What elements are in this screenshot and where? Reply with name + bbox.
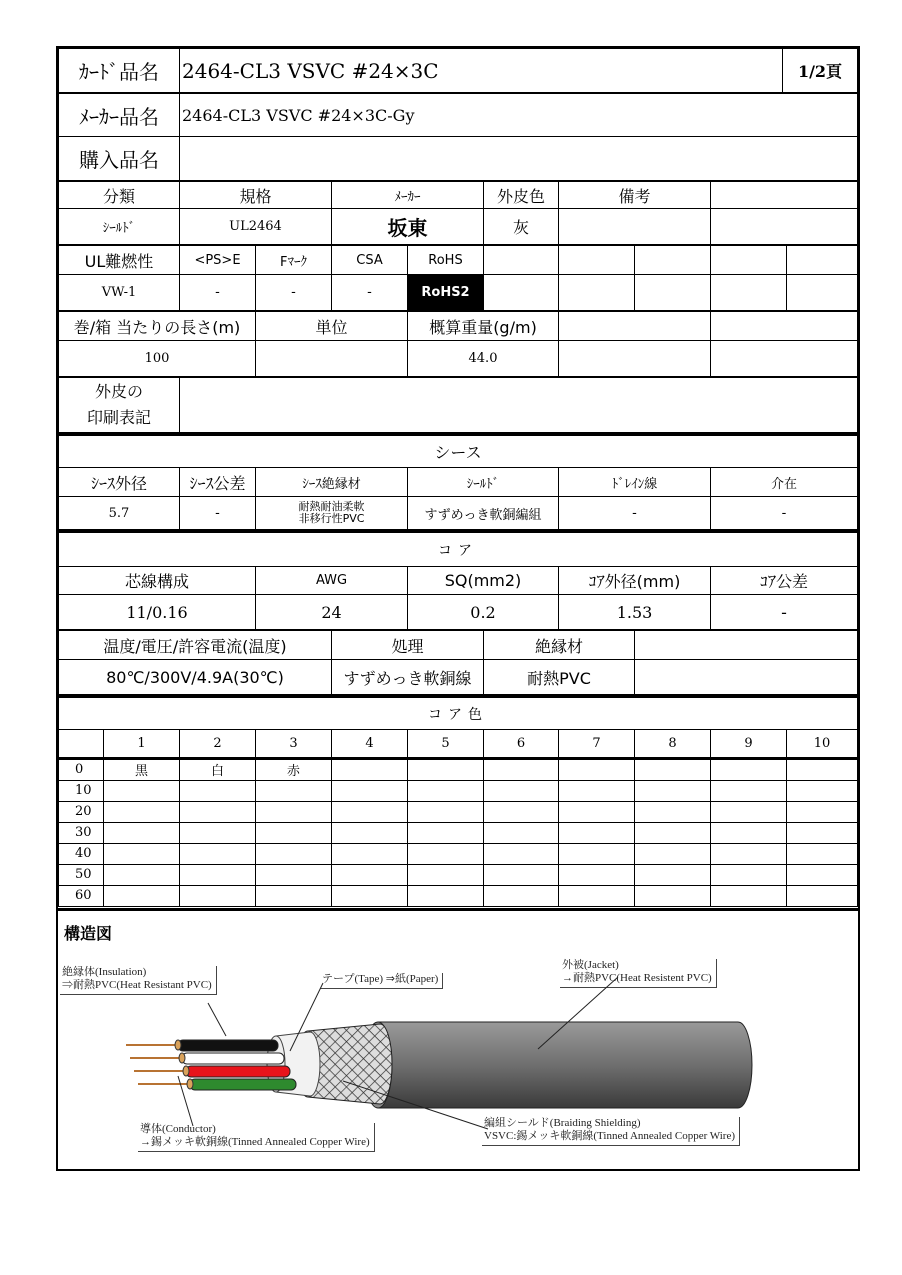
color-cell [484,843,559,864]
sheath-insulation-value: 耐熱耐油柔軟 非移行性PVC [256,497,408,530]
color-cell [635,885,711,906]
color-cell [711,801,787,822]
empty-cell [711,312,858,341]
color-cell [180,801,256,822]
color-cell: 白 [180,759,256,780]
jacket-label: 外被(Jacket) [562,959,619,971]
pse-value: - [180,275,256,311]
color-cell [711,864,787,885]
empty-cell [635,275,711,311]
awg-value: 24 [256,595,408,630]
color-cell [711,759,787,780]
color-row-label: 10 [59,780,104,801]
shield-callout [482,1117,740,1146]
length-value: 100 [59,341,256,377]
jacket-color-value: 灰 [484,209,559,245]
color-cell [711,843,787,864]
card-name-value: 2464-CL3 VSVC #24×3C [180,49,783,93]
color-cell [408,843,484,864]
color-cell [180,843,256,864]
insulation-callout [60,966,217,995]
color-cell [104,780,180,801]
color-cell [180,864,256,885]
core-wire [178,1040,278,1051]
empty-cell [559,312,711,341]
conductor-end [175,1040,181,1050]
color-row-label: 40 [59,843,104,864]
core-color-table [58,695,858,758]
color-col-header: 1 [104,730,180,758]
core-title: コア [59,532,858,567]
color-cell [787,843,858,864]
color-cell [256,801,332,822]
tape-label: テープ(Tape) ⇒紙(Paper) [322,973,439,985]
spec-table-1 [58,181,858,245]
unit-value [256,341,408,377]
conductor-end [187,1079,193,1089]
blank-value [711,209,858,245]
color-cell [408,759,484,780]
sheath-insulation-header: ｼｰｽ絶縁材 [256,468,408,497]
blank-core-header [635,631,858,660]
blank-core-value [635,660,858,695]
leader-lines [178,977,618,1129]
color-cell [484,885,559,906]
sheath-tolerance-header: ｼｰｽ公差 [180,468,256,497]
empty-cell [787,246,858,275]
header-table [58,48,858,93]
color-cell [408,822,484,843]
diagram-title: 構造図 [64,924,113,943]
color-cell [635,759,711,780]
insulation-label: 絶縁体(Insulation) [62,966,147,978]
color-cell [256,864,332,885]
color-col-header: 10 [787,730,858,758]
pse-header: <PS>E [180,246,256,275]
color-cell [787,864,858,885]
core-tolerance-header: ｺｱ公差 [711,567,858,595]
color-cell [332,822,408,843]
color-cell [787,822,858,843]
maker-name-label: ﾒｰｶｰ品名 [59,94,180,137]
empty-cell [711,341,858,377]
print-label [59,378,180,433]
color-col-header: 8 [635,730,711,758]
flame-retardant-header: UL難燃性 [59,246,180,275]
core-od-value: 1.53 [559,595,711,630]
color-cell [104,843,180,864]
filler-value: - [711,497,858,530]
core-wire [190,1079,296,1090]
empty-cell [559,341,711,377]
spec-sheet [56,46,860,1171]
empty-cell [711,246,787,275]
color-cell [180,885,256,906]
color-cell [332,843,408,864]
conductor-callout [138,1123,375,1152]
weight-value: 44.0 [408,341,559,377]
table-row [59,885,858,906]
sheath-od-value: 5.7 [59,497,180,530]
color-cell [256,780,332,801]
blank-header [711,182,858,209]
color-cell [104,885,180,906]
color-cell [635,801,711,822]
f-mark-header: Fﾏｰｸ [256,246,332,275]
core-wires [126,1040,296,1090]
color-col-header: 3 [256,730,332,758]
tape-shape [276,1032,320,1096]
color-cell [559,801,635,822]
color-col-header: 9 [711,730,787,758]
empty-cell [559,246,635,275]
table-row [59,864,858,885]
braid-shape [308,1024,392,1104]
maker-value: 坂東 [332,209,484,245]
color-cell [408,864,484,885]
color-cell [711,885,787,906]
color-cell [711,822,787,843]
corner-cell [59,730,104,758]
table-row [59,780,858,801]
insulation-header: 絶縁材 [484,631,635,660]
conductor-end [179,1053,185,1063]
shield-header: ｼｰﾙﾄﾞ [408,468,559,497]
strand-header: 芯線構成 [59,567,256,595]
insulation-detail: ⇒耐熱PVC(Heat Resistant PVC) [62,979,212,991]
jacket-callout [560,959,717,988]
csa-header: CSA [332,246,408,275]
rating-value: 80℃/300V/4.9A(30℃) [59,660,332,695]
color-cell [559,759,635,780]
color-cell [332,780,408,801]
color-cell [787,759,858,780]
insulation-value: 耐熱PVC [484,660,635,695]
treatment-value: すずめっき軟銅線 [332,660,484,695]
table-row [59,759,858,780]
structure-diagram [58,908,858,1171]
color-cell [484,822,559,843]
sheath-od-header: ｼｰｽ外径 [59,468,180,497]
empty-cell [559,275,635,311]
color-cell [408,885,484,906]
unit-header: 単位 [256,312,408,341]
print-value [180,378,858,433]
color-cell [559,885,635,906]
color-cell [559,822,635,843]
core-od-header: ｺｱ外径(mm) [559,567,711,595]
color-cell [104,864,180,885]
color-cell [787,780,858,801]
core-wire [182,1053,284,1064]
color-cell [635,822,711,843]
shield-detail: VSVC:錫メッキ軟銅線(Tinned Annealed Copper Wire) [484,1130,736,1142]
conductor-detail: →錫メッキ軟銅線(Tinned Annealed Copper Wire) [140,1136,370,1148]
page-number: 1/2頁 [783,49,858,93]
color-cell [104,801,180,822]
color-cell [332,759,408,780]
category-value: ｼｰﾙﾄﾞ [59,209,180,245]
color-cell [484,801,559,822]
awg-header: AWG [256,567,408,595]
tape-callout [320,973,443,989]
color-cell [484,780,559,801]
weight-header: 概算重量(g/m) [408,312,559,341]
color-cell [635,843,711,864]
sq-header: SQ(mm2) [408,567,559,595]
empty-cell [484,275,559,311]
shield-value: すずめっき軟銅編組 [408,497,559,530]
table-row [59,801,858,822]
color-row-label: 50 [59,864,104,885]
conductor-end [183,1066,189,1076]
color-cell [559,780,635,801]
remarks-value [559,209,711,245]
color-cell [332,801,408,822]
table-row [59,822,858,843]
color-cell [484,759,559,780]
color-cell [332,885,408,906]
remarks-header: 備考 [559,182,711,209]
color-cell [256,885,332,906]
spec-table-3 [58,311,858,377]
core-tolerance-value: - [711,595,858,630]
core-wire [186,1066,290,1077]
filler-header: 介在 [711,468,858,497]
length-header: 巻/箱 当たりの長さ(m) [59,312,256,341]
sheath-title: シース [59,435,858,468]
jacket-detail: →耐熱PVC(Heat Resistent PVC) [562,972,712,984]
maker-name-value: 2464-CL3 VSVC #24×3C-Gy [180,94,858,137]
standard-value: UL2464 [180,209,332,245]
color-row-label: 0 [59,759,104,780]
color-cell [256,843,332,864]
color-cell [408,801,484,822]
rating-header: 温度/電圧/許容電流(温度) [59,631,332,660]
color-cell [104,822,180,843]
core-color-rows [58,758,858,907]
jacket-color-header: 外皮色 [484,182,559,209]
purchase-name-label: 購入品名 [59,137,180,181]
braid-end [297,1031,319,1097]
color-col-header: 7 [559,730,635,758]
tape-end [267,1036,285,1092]
color-col-header: 6 [484,730,559,758]
jacket-shape [378,1022,752,1108]
category-header: 分類 [59,182,180,209]
table-row [59,843,858,864]
purchase-name-value [180,137,858,181]
jacket-end [364,1022,392,1108]
color-cell [256,822,332,843]
flame-retardant-value: VW-1 [59,275,180,311]
color-cell [635,864,711,885]
color-cell [635,780,711,801]
shield-label: 編組シールド(Braiding Shielding) [484,1117,641,1129]
color-row-label: 20 [59,801,104,822]
print-label-line2: 印刷表記 [86,408,151,427]
conductor-label: 導体(Conductor) [140,1123,216,1135]
sheath-tolerance-value: - [180,497,256,530]
color-cell [180,822,256,843]
color-cell [180,780,256,801]
card-name-label: ｶｰﾄﾞ品名 [59,49,180,93]
color-cell [332,864,408,885]
color-cell [559,864,635,885]
core-table [58,530,858,630]
drain-value: - [559,497,711,530]
f-mark-value: - [256,275,332,311]
sq-value: 0.2 [408,595,559,630]
maker-header: ﾒｰｶｰ [332,182,484,209]
color-col-header: 4 [332,730,408,758]
color-cell: 赤 [256,759,332,780]
core-color-header-row [59,730,858,758]
drain-header: ﾄﾞﾚｲﾝ線 [559,468,711,497]
color-cell [559,843,635,864]
color-cell [408,780,484,801]
color-cell [787,801,858,822]
core-table-2 [58,630,858,695]
print-table [58,377,858,433]
core-color-title: コア色 [59,697,858,730]
maker-table [58,93,858,181]
color-cell [711,780,787,801]
empty-cell [635,246,711,275]
empty-cell [484,246,559,275]
empty-cell [787,275,858,311]
sheath-table [58,433,858,530]
treatment-header: 処理 [332,631,484,660]
color-row-label: 30 [59,822,104,843]
standard-header: 規格 [180,182,332,209]
color-cell: 黒 [104,759,180,780]
color-row-label: 60 [59,885,104,906]
print-label-line1: 外皮の [94,382,143,401]
rohs-header: RoHS [408,246,484,275]
spec-table-2 [58,245,858,311]
empty-cell [711,275,787,311]
color-cell [787,885,858,906]
strand-value: 11/0.16 [59,595,256,630]
color-col-header: 2 [180,730,256,758]
csa-value: - [332,275,408,311]
color-col-header: 5 [408,730,484,758]
color-cell [484,864,559,885]
rohs-value: RoHS2 [408,275,484,311]
